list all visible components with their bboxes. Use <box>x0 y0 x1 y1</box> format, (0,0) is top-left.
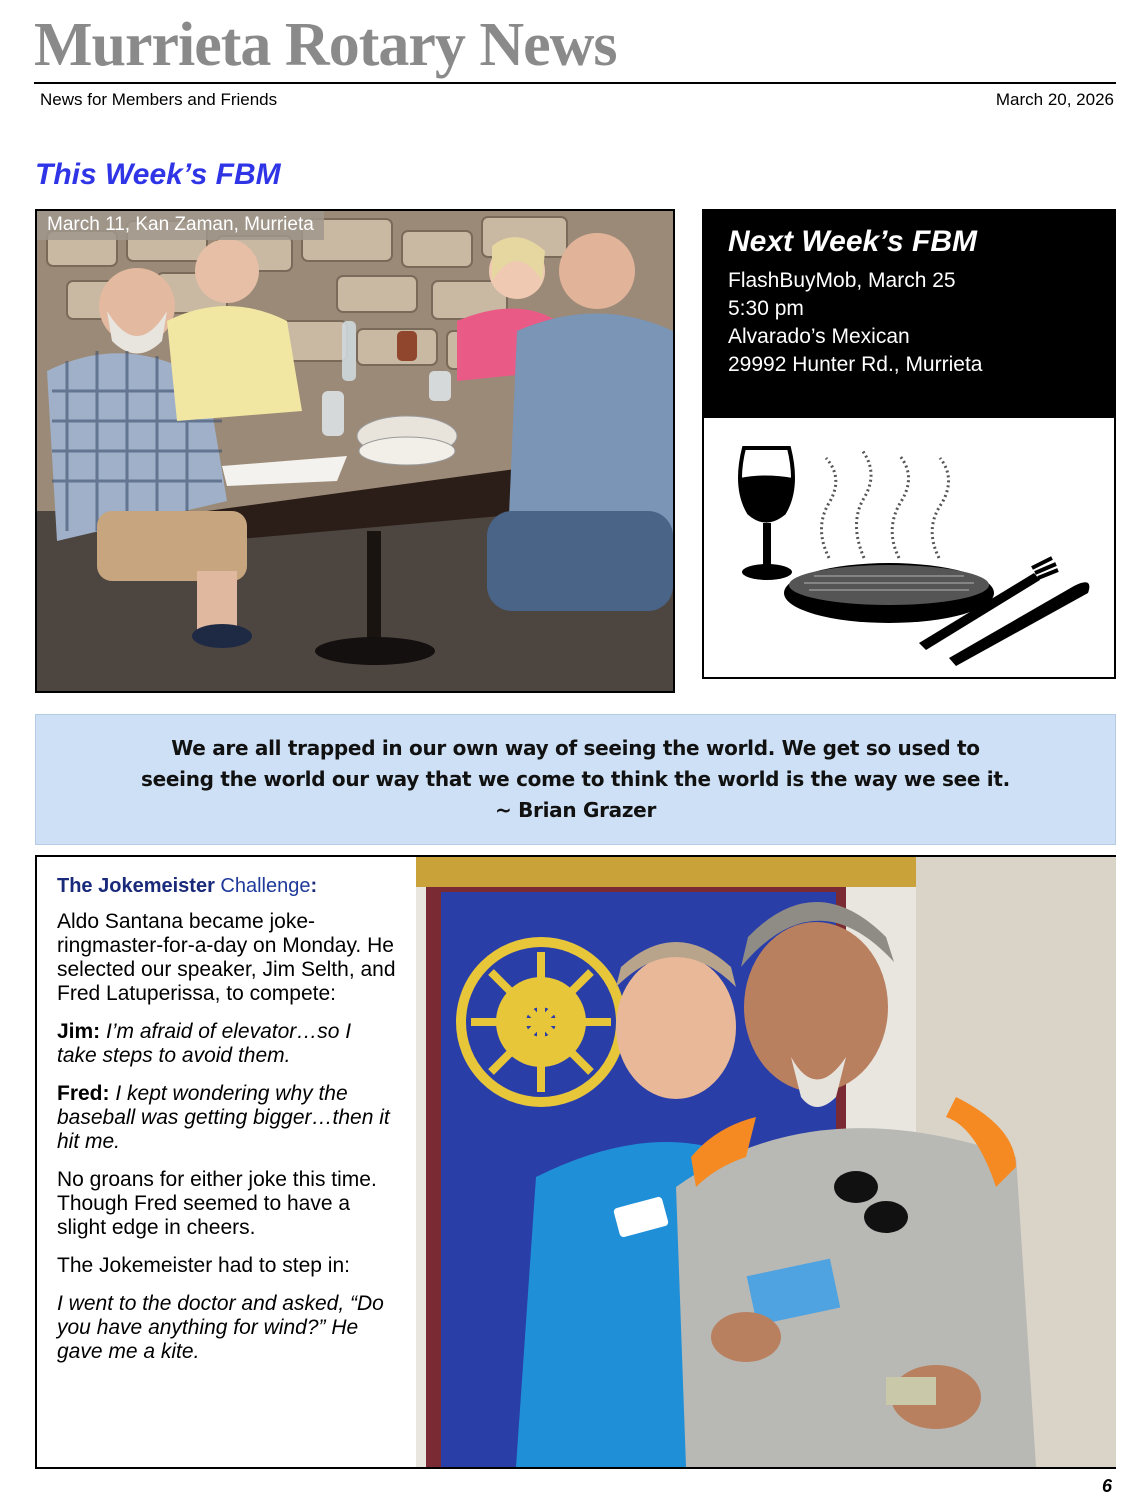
fred-joke: I kept wondering why the baseball was getting bigger…then it hit me. <box>57 1082 390 1153</box>
jokemeister-stepin: The Jokemeister had to step in: <box>57 1254 350 1277</box>
next-week-details <box>704 211 1114 418</box>
final-joke-text: I went to the doctor and asked, “Do you have anything for wind?” He gave me a kite. <box>57 1292 384 1363</box>
event-address: 29992 Hunter Rd., Murrieta <box>728 353 983 376</box>
event-venue: Alvarado’s Mexican <box>728 325 910 348</box>
issue-date: March 20, 2026 <box>995 90 1114 109</box>
jokemeister-text <box>37 857 416 1467</box>
final-joke <box>57 1292 396 1364</box>
jim-joke-paragraph <box>57 1020 396 1068</box>
jokemeister-title <box>57 875 396 898</box>
photo-caption: March 11, Kan Zaman, Murrieta <box>37 211 324 240</box>
next-week-box <box>702 209 1116 679</box>
quote-author: ~ Brian Grazer <box>494 798 657 822</box>
rotary-members-image <box>416 857 1116 1467</box>
restaurant-group-photo <box>35 209 675 693</box>
jokemeister-title-colon: : <box>310 875 318 897</box>
jokemeister-title-bold: The Jokemeister <box>57 875 215 897</box>
event-time: 5:30 pm <box>728 297 804 320</box>
joke-intro: Aldo Santana became joke-ringmaster-for-a-day on Monday. He selected our speaker, Jim Selth, and Fred Latuperissa, to compete: <box>57 910 396 1005</box>
fred-label: Fred: <box>57 1082 110 1105</box>
masthead-title: Murrieta Rotary News <box>34 11 617 79</box>
quote-line-2: seeing the world our way that we come to think the world is the way we see it. <box>141 767 1010 791</box>
quote-line-1: We are all trapped in our own way of seeing the world. We get so used to <box>171 736 980 760</box>
jokemeister-title-rest: Challenge <box>214 875 311 897</box>
quote-box <box>35 714 1116 845</box>
dinner-illustration <box>704 418 1114 677</box>
header-rule <box>34 82 1116 84</box>
next-week-title: Next Week’s FBM <box>728 225 977 258</box>
jokemeister-section <box>35 855 1116 1469</box>
this-week-title: This Week’s FBM <box>35 158 281 191</box>
restaurant-scene-image <box>37 211 673 691</box>
fred-joke-paragraph <box>57 1082 396 1154</box>
jim-joke: I’m afraid of elevator…so I take steps to avoid them. <box>57 1020 352 1067</box>
jim-label: Jim: <box>57 1020 101 1043</box>
joke-outcome: No groans for either joke this time. Though Fred seemed to have a slight edge in cheers. <box>57 1168 377 1239</box>
page-number: 6 <box>1101 1476 1112 1496</box>
wine-plate-cutlery-icon <box>704 418 1114 677</box>
jokemeister-photo <box>416 857 1116 1467</box>
event-name: FlashBuyMob, March 25 <box>728 269 956 292</box>
newsletter-subtitle: News for Members and Friends <box>40 90 278 109</box>
